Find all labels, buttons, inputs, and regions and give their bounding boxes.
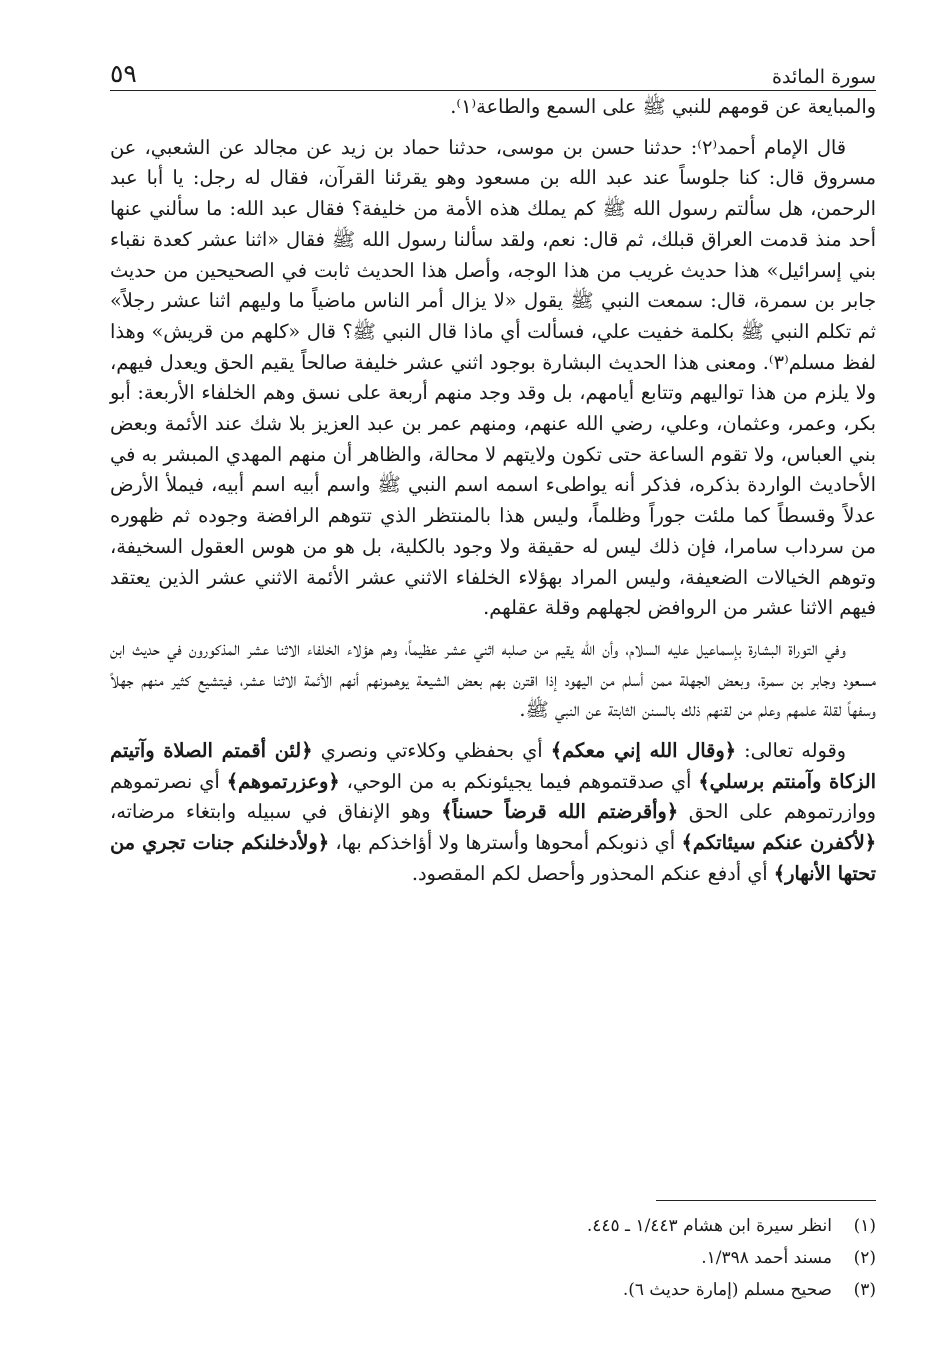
footnote-text: صحيح مسلم (إمارة حديث ٦).	[622, 1280, 832, 1300]
page-header	[110, 52, 876, 88]
paragraph-2: قال الإمام أحمد⁽٢⁾: حدثنا حسن بن موسى، حدثنا حماد بن زيد عن مجالد عن الشعبي، عن مسروق قال: كنا جلوساً عند عبد الله بن مسعود وهو يقرئنا القرآن، فقال له رجل: يا أبا عبد الرحمن، هل سألتم رسول الله ﷺ كم يملك هذه الأمة من خليفة؟ فقال عبد الله: ما سألني عنها أحد منذ قدمت العراق قبلك، ثم قال: نعم، ولقد سألنا رسول الله ﷺ فقال «اثنا عشر كعدة نقباء بني إسرائيل» هذا حديث غريب من هذا الوجه، وأصل هذا الحديث ثابت في الصحيحين من حديث جابر بن سمرة، قال: سمعت النبي ﷺ يقول «لا يزال أمر الناس ماضياً ما وليهم اثنا عشر رجلاً» ثم تكلم النبي ﷺ بكلمة خفيت علي، فسألت أي ماذا قال النبي ﷺ؟ قال «كلهم من قريش» وهذا لفظ مسلم⁽٣⁾. ومعنى هذا الحديث البشارة بوجود اثني عشر خليفة صالحاً يقيم الحق ويعدل فيهم، ولا يلزم من هذا تواليهم وتتابع أيامهم، بل وقد وجد منهم أربعة على نسق وهم الخلفاء الأربعة: أبو بكر، وعمر، وعثمان، وعلي، رضي الله عنهم، ومنهم عمر بن عبد العزيز بلا شك عند الأئمة وبعض بني العباس، ولا تقوم الساعة حتى تكون ولايتهم لا محالة، والظاهر أن منهم المهدي المبشر به في الأحاديث الواردة بذكره، فذكر أنه يواطىء اسمه اسم النبي ﷺ واسم أبيه اسم أبيه، فيملأ الأرض عدلاً وقسطاً كما ملئت جوراً وظلماً، وليس هذا بالمنتظر الذي تتوهم الرافضة وجوده ثم ظهوره من سرداب سامرا، فإن ذلك ليس له حقيقة ولا وجود بالكلية، بل هو من هوس العقول السخيفة، وتوهم الخيالات الضعيفة، وليس المراد بهؤلاء الخلفاء الاثني عشر الأئمة الاثني عشر الذين يعتقد فيهم الاثنا عشر من الروافض لجهلهم وقلة عقلهم.	[110, 135, 876, 620]
quran-quote: ﴿لئن أقمتم الصلاة وآتيتم الزكاة وآمنتم برسلي﴾	[110, 739, 876, 793]
main-text	[110, 92, 876, 900]
text-segment: أي أدفع عنكم المحذور وأحصل لكم المقصود.	[411, 861, 774, 885]
footnote-number: (٣)	[853, 1280, 876, 1300]
header-divider	[110, 90, 876, 91]
text-segment: أي نصرتموهم ووازرتموهم على الحق	[110, 769, 876, 824]
quran-quote: ﴿وقال الله إني معكم﴾	[550, 739, 736, 763]
footnote-text: مسند أحمد ١/٣٩٨.	[701, 1248, 832, 1268]
page-number: ٥٩	[110, 59, 137, 88]
paragraph-1: والمبايعة عن قومهم للنبي ﷺ على السمع والطاعة⁽١⁾.	[450, 95, 876, 118]
footnote-text: انظر سيرة ابن هشام ١/٤٤٣ ـ ٤٤٥.	[586, 1216, 832, 1236]
footnote-divider	[656, 1200, 876, 1201]
text-segment: أي صدقتموهم فيما يجيئونكم به من الوحي،	[339, 769, 699, 793]
footnote-number: (٢)	[853, 1248, 876, 1268]
quran-quote: ﴿ولأدخلنكم جنات تجري من تحتها الأنهار﴾	[110, 831, 876, 885]
footnote-item	[110, 1210, 876, 1242]
text-segment: وهو الإنفاق في سبيله وابتغاء مرضاته،	[110, 800, 442, 824]
footnote-number: (١)	[853, 1216, 876, 1236]
text-segment: أي بحفظي وكلاءتي ونصري	[312, 739, 551, 763]
quran-quote: ﴿وأقرضتم الله قرضاً حسناً﴾	[441, 800, 679, 824]
quran-quote: ﴿وعزرتموهم﴾	[226, 769, 340, 793]
text-segment: أي ذنوبكم أمحوها وأسترها ولا أؤاخذكم بها،	[329, 831, 682, 855]
footnote-item	[110, 1274, 876, 1306]
paragraph-4	[110, 736, 876, 890]
paragraph-3: وفي التوراة البشارة بإسماعيل عليه السلام، وأن الله يقيم من صلبه اثني عشر عظيماً، وهم هؤلاء الخلفاء الاثنا عشر المذكورون في حديث ابن مسعود وجابر بن سمرة، وبعض الجهلة ممن أسلم من اليهود إذا اقترن بهم بعض الشيعة يوهمونهم أنهم الأئمة الاثنا عشر، فيتشيع كثير منهم جهلاً وسفهاً لقلة علمهم وعلم من لقنهم ذلك بالسنن الثابتة عن النبي ﷺ.	[110, 636, 876, 722]
text-segment: وقوله تعالى:	[735, 739, 846, 763]
footnote-item	[110, 1242, 876, 1274]
quran-quote: ﴿لأكفرن عنكم سيئاتكم﴾	[681, 831, 876, 855]
footnotes	[110, 1210, 876, 1306]
running-title: سورة المائدة	[772, 66, 876, 88]
